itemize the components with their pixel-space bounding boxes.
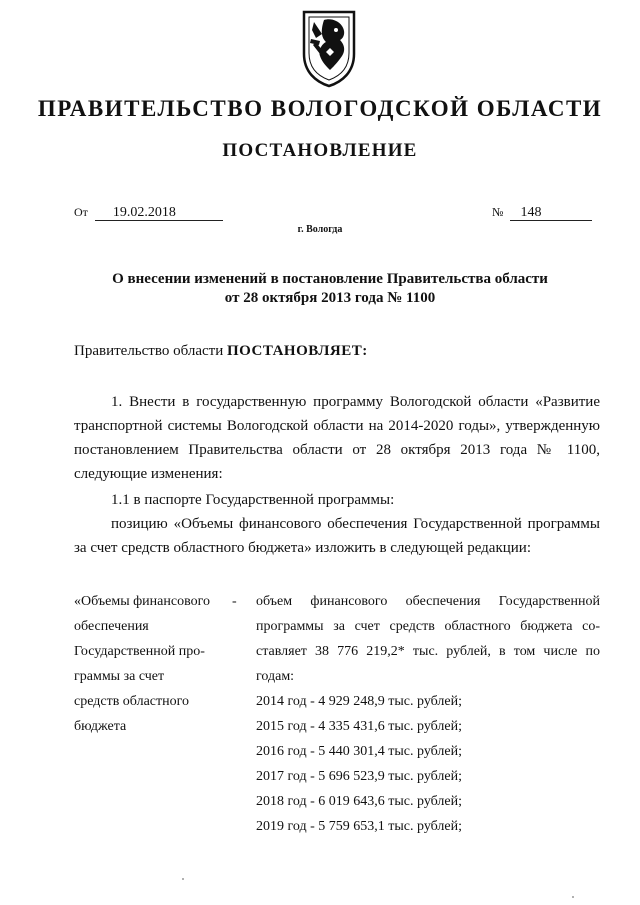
year-amount-line: 2015 год - 4 335 431,6 тыс. рублей; <box>256 719 463 734</box>
value-line: программы за счет средств областного бюджета со- <box>256 619 600 634</box>
position-name-line: обеспечения <box>74 619 149 634</box>
date-label: От <box>74 205 88 219</box>
document-subject <box>80 270 580 308</box>
position-name-line: бюджета <box>74 719 127 734</box>
document-kind: ПОСТАНОВЛЕНИЕ <box>222 140 418 161</box>
scan-speck <box>182 878 184 880</box>
decree-prefix: Правительство области <box>74 343 224 359</box>
position-name-line: граммы за счет <box>74 669 165 684</box>
position-name-column <box>74 589 254 739</box>
year-amount-line: 2016 год - 5 440 301,4 тыс. рублей; <box>256 744 463 759</box>
year-amount-line: 2017 год - 5 696 523,9 тыс. рублей; <box>256 769 463 784</box>
city-name: г. Вологда <box>297 224 343 235</box>
subject-line-1: О внесении изменений в постановление Правительства области <box>112 271 548 287</box>
value-line: ставляет 38 776 219,2* тыс. рублей, в том числе по <box>256 644 600 659</box>
year-amount-line: 2019 год - 5 759 653,1 тыс. рублей; <box>256 819 463 834</box>
subject-line-2: от 28 октября 2013 года № 1100 <box>224 290 436 306</box>
decree-statement <box>74 343 368 360</box>
government-title: ПРАВИТЕЛЬСТВО ВОЛОГОДСКОЙ ОБЛАСТИ <box>37 96 603 121</box>
position-value-column <box>256 589 600 839</box>
document-date <box>74 205 223 221</box>
scan-speck <box>572 896 574 898</box>
date-value: 19.02.2018 <box>95 205 223 221</box>
vologda-coat-of-arms-icon <box>300 8 358 88</box>
value-line: годам: <box>256 669 295 684</box>
year-amount-line: 2018 год - 6 019 643,6 тыс. рублей; <box>256 794 463 809</box>
year-amount-line: 2014 год - 4 929 248,9 тыс. рублей; <box>256 694 463 709</box>
item-1-1-paragraph: позицию «Объемы финансового обеспечения Государственной программы за счет средств областного бюджета» изложить в следующей редакции: <box>74 516 600 556</box>
item-1-paragraph: 1. Внести в государственную программу Вологодской области «Развитие транспортной системы Вологодской области на 2014-2020 годы», утвержденную постановлением Правительства области от 28 октября 2013 года № 1100, следующие изменения: <box>74 394 600 482</box>
position-name-line: Государственной про- <box>74 644 205 659</box>
position-dash: - <box>232 594 237 609</box>
position-name-line: «Объемы финансового <box>74 594 210 609</box>
number-label: № <box>492 205 504 219</box>
decree-word: ПОСТАНОВЛЯЕТ: <box>226 343 368 359</box>
position-name-line: средств областного <box>74 694 190 709</box>
number-value: 148 <box>510 205 592 221</box>
item-1-1-heading: 1.1 в паспорте Государственной программы: <box>111 492 395 508</box>
value-line: объем финансового обеспечения Государственной <box>256 594 600 609</box>
document-number <box>492 205 592 221</box>
